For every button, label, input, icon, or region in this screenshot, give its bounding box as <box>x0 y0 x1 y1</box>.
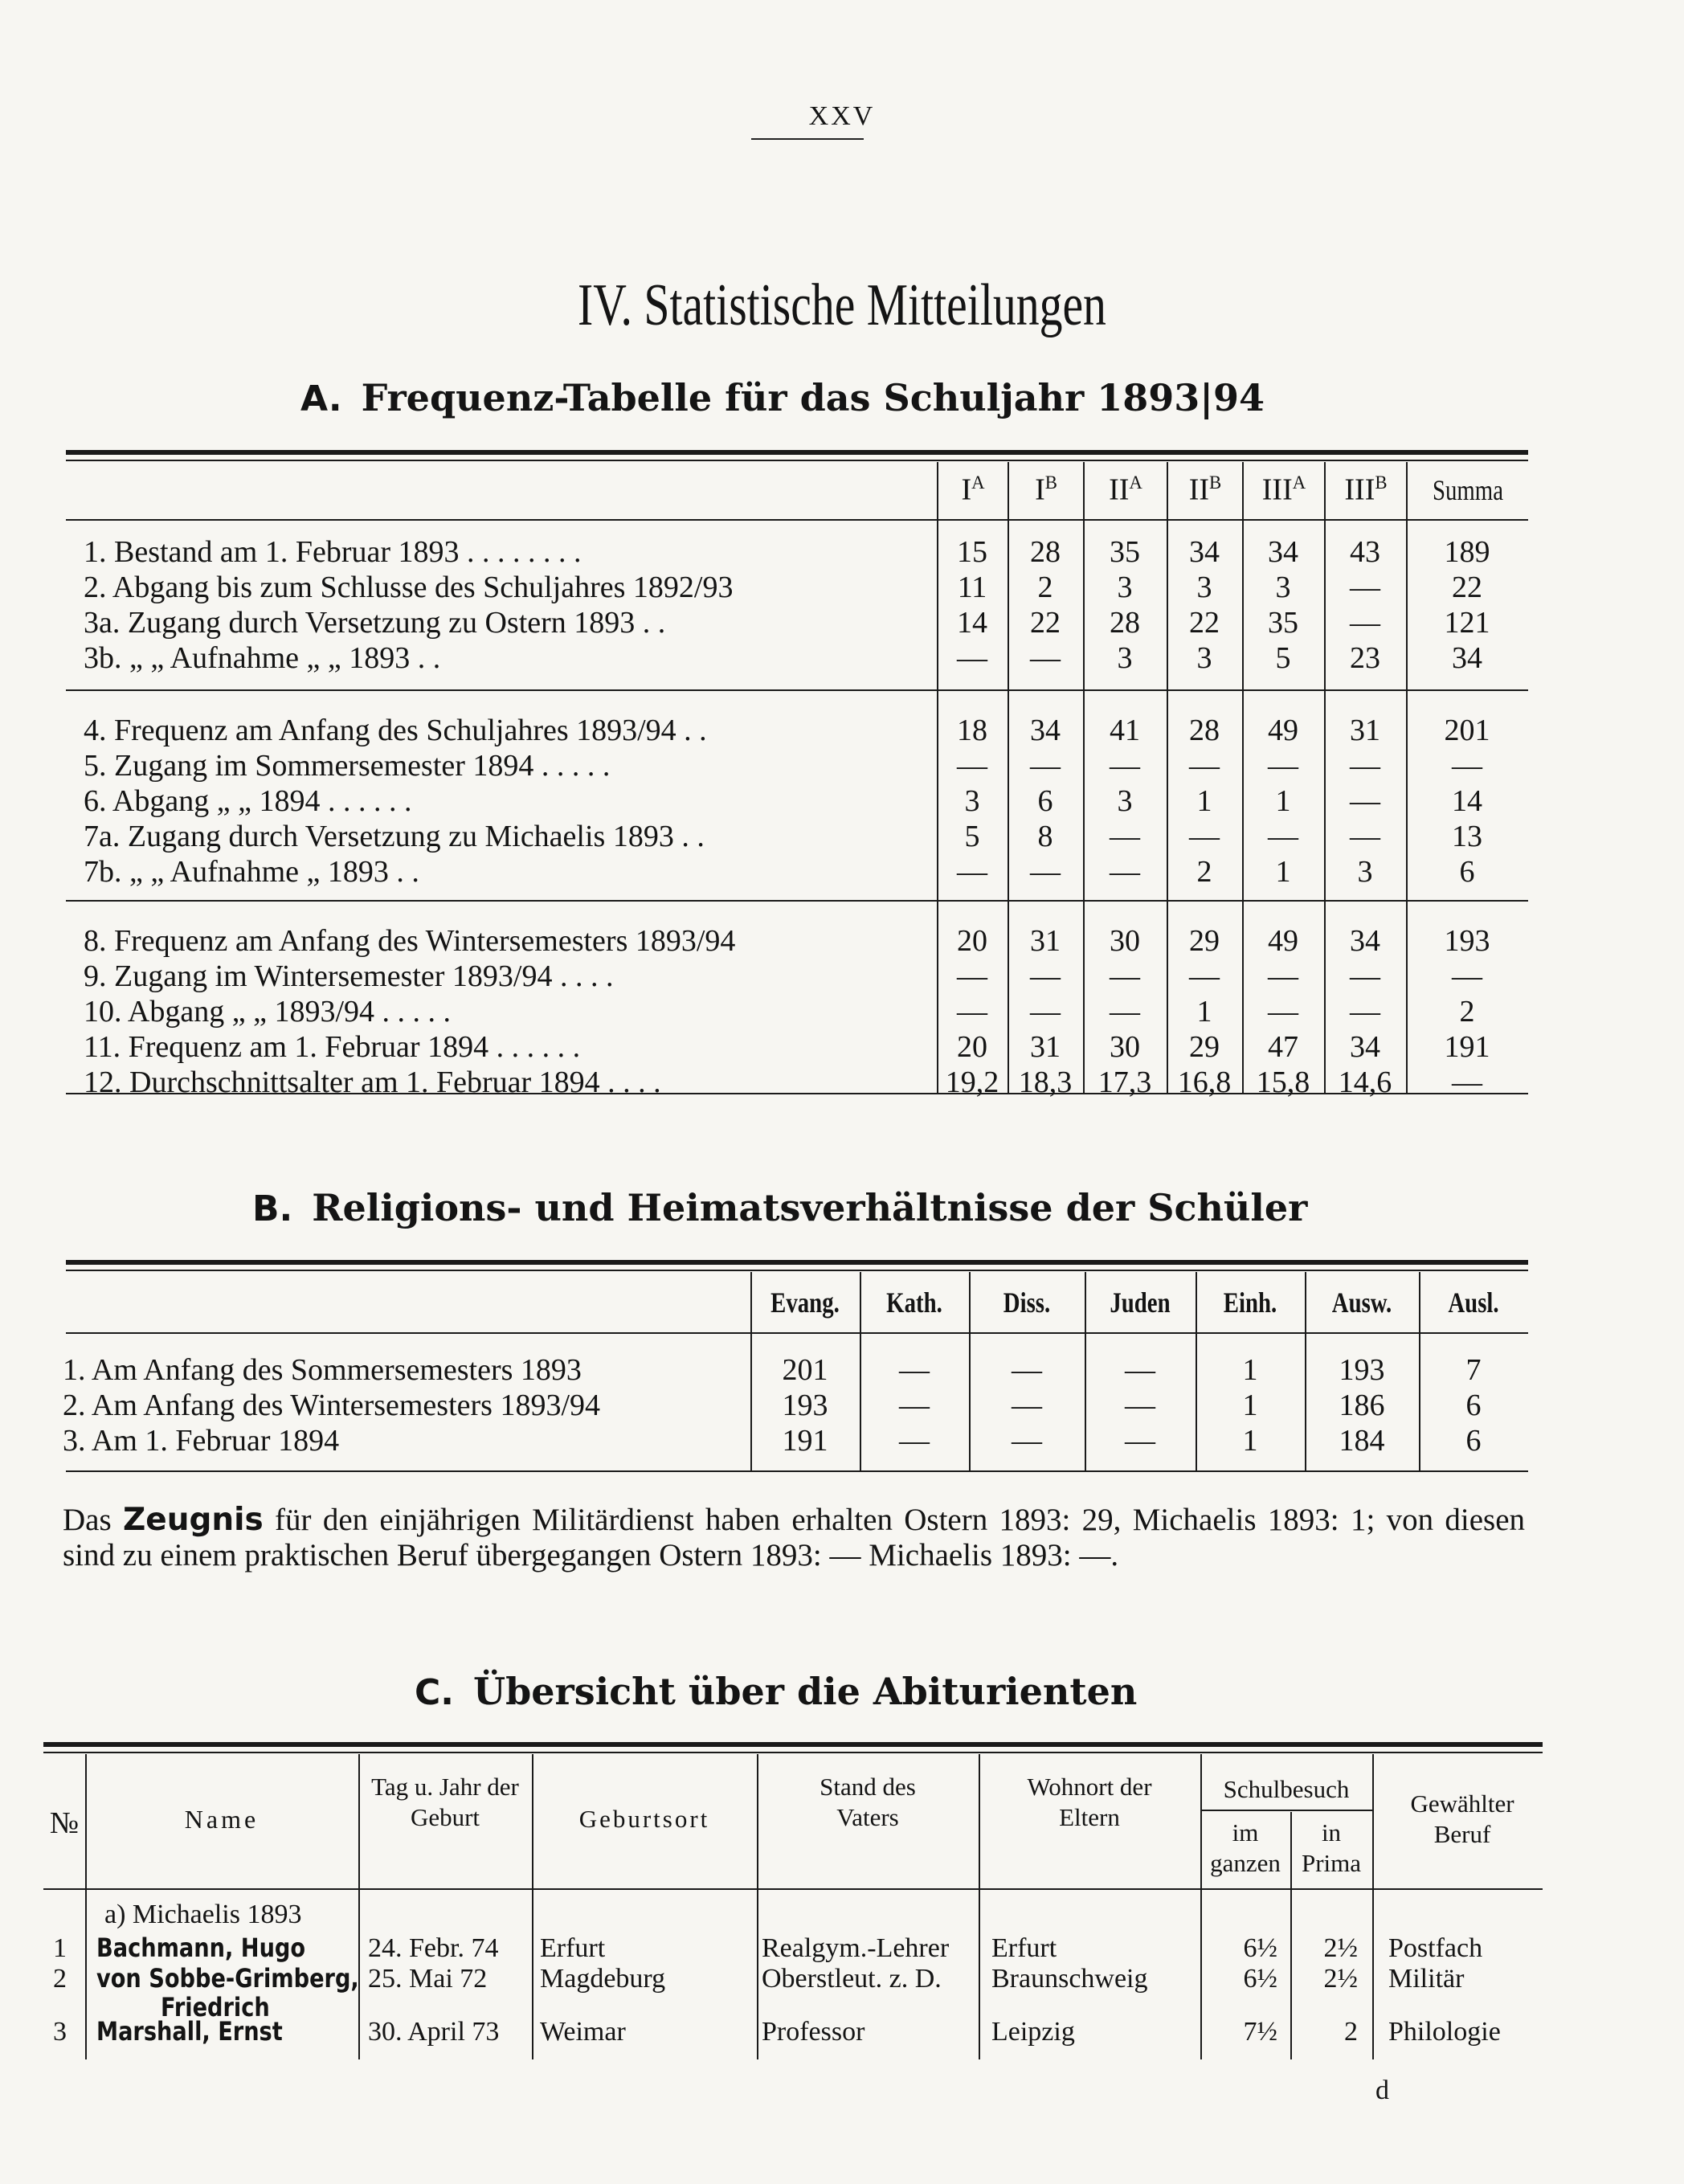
table-a-cell: 14 <box>957 606 987 640</box>
table-a-row-label: 3a. Zugang durch Versetzung zu Ostern 1893 . . <box>84 606 666 640</box>
table-a-cell: 189 <box>1444 535 1490 569</box>
table-a-cell: 13 <box>1452 820 1482 853</box>
table-b-cell: — <box>1125 1389 1155 1422</box>
table-a-cell: 1 <box>1275 855 1291 889</box>
table-a-cell: — <box>957 749 987 783</box>
table-a-cell: 34 <box>1030 714 1061 747</box>
table-a-group-rule <box>66 689 1528 691</box>
table-a-cell: 191 <box>1444 1030 1490 1064</box>
table-c-father: Realgym.-Lehrer <box>762 1933 950 1963</box>
table-c-career: Postfach <box>1388 1933 1483 1963</box>
table-a-cell: — <box>1268 995 1298 1029</box>
table-c-letter: C. <box>415 1672 455 1713</box>
table-a-cell: — <box>1110 855 1140 889</box>
table-a-cell: — <box>1110 995 1140 1029</box>
table-a-cell: — <box>957 959 987 993</box>
table-c-heading <box>415 1670 1137 1713</box>
table-a-cell: — <box>1350 749 1380 783</box>
table-a-cell: 28 <box>1189 714 1220 747</box>
table-c-header-name: Name <box>184 1805 260 1834</box>
table-a-group-rule <box>66 900 1528 902</box>
table-a-top-rule <box>66 450 1528 455</box>
table-c-school-subrule <box>1200 1810 1372 1811</box>
table-a-row-label: 4. Frequenz am Anfang des Schuljahres 1893/94 . . <box>84 714 707 747</box>
table-a-row-label: 9. Zugang im Wintersemester 1893/94 . . . . <box>84 959 614 993</box>
table-a-cell: 18 <box>957 714 987 747</box>
table-c-total: 7½ <box>1243 2017 1277 2047</box>
table-a-col-header: $III^A$ <box>1261 472 1306 507</box>
table-c-father: Professor <box>762 2017 865 2047</box>
table-a-cell: 23 <box>1350 641 1380 675</box>
table-b-row-label: 1. Am Anfang des Sommersemesters 1893 <box>63 1353 582 1387</box>
table-b-vline <box>1305 1272 1306 1470</box>
table-b-row-label: 2. Am Anfang des Wintersemesters 1893/94 <box>63 1389 601 1422</box>
table-a-row-label: 1. Bestand am 1. Februar 1893 . . . . . . . . <box>84 535 582 569</box>
table-c-birthplace: Magdeburg <box>540 1964 666 1994</box>
table-a-col-header: $I^B$ <box>1035 472 1057 507</box>
table-c-header-rule <box>43 1888 1543 1890</box>
table-c-header-school: Schulbesuch <box>1223 1775 1350 1803</box>
table-a-cell: — <box>957 641 987 675</box>
table-c-group: a) Michaelis 1893 <box>104 1900 302 1929</box>
table-a-cell: 49 <box>1268 714 1298 747</box>
table-b-cell: — <box>1012 1389 1042 1422</box>
table-a-cell: 3 <box>1357 855 1373 889</box>
table-a-cell: 2 <box>1196 855 1212 889</box>
table-a-cell: 30 <box>1110 1030 1140 1064</box>
table-b-vline <box>750 1272 752 1470</box>
table-b-vline <box>1419 1272 1420 1470</box>
table-b-cell: 184 <box>1339 1424 1385 1458</box>
table-c-header-father: Stand des Vaters <box>820 1773 916 1831</box>
table-c-birthdate: 25. Mai 72 <box>368 1964 488 1994</box>
table-c-career: Militär <box>1388 1964 1465 1994</box>
table-a-cell: 34 <box>1268 535 1298 569</box>
table-a-cell: 49 <box>1268 924 1298 958</box>
table-b-cell: 201 <box>782 1353 828 1387</box>
table-a-cell: 41 <box>1110 714 1140 747</box>
table-c-header-career: Gewählter Beruf <box>1410 1789 1514 1848</box>
table-b-row-label: 3. Am 1. Februar 1894 <box>63 1424 340 1458</box>
table-b-col-header: Diss. <box>1003 1286 1051 1319</box>
table-a-cell: 1 <box>1196 995 1212 1029</box>
table-a-row-label: 2. Abgang bis zum Schlusse des Schuljahres 1892/93 <box>84 571 734 604</box>
table-a-cell: 6 <box>1459 855 1475 889</box>
page-number-rule <box>751 138 864 140</box>
table-c-top-rule <box>43 1742 1543 1747</box>
table-a-row-label: 3b. „ „ Aufnahme „ „ 1893 . . <box>84 641 441 675</box>
table-a-cell: — <box>1452 1065 1482 1099</box>
table-c-vline <box>979 1754 980 2059</box>
table-a-cell: 22 <box>1452 571 1482 604</box>
table-a-cell: 34 <box>1452 641 1482 675</box>
table-a-cell: — <box>1189 959 1220 993</box>
table-a-cell: — <box>1452 959 1482 993</box>
table-c-vline <box>532 1754 533 2059</box>
table-b-cell: — <box>899 1389 930 1422</box>
table-b-cell: — <box>899 1424 930 1458</box>
table-a-cell: — <box>1350 995 1380 1029</box>
table-a-cell: 16,8 <box>1177 1065 1232 1099</box>
table-a-cell: 2 <box>1037 571 1053 604</box>
table-b-vline <box>969 1272 971 1470</box>
table-c-title: Übersicht über die Abiturienten <box>473 1670 1138 1713</box>
table-a-cell: 20 <box>957 1030 987 1064</box>
table-c-prima: 2½ <box>1323 1933 1358 1963</box>
table-a-top-rule-2 <box>66 460 1528 461</box>
table-a-col-header: $II^A$ <box>1109 472 1142 507</box>
table-a-cell: — <box>1350 571 1380 604</box>
table-a-cell: — <box>1189 749 1220 783</box>
table-a-cell: 1 <box>1196 784 1212 818</box>
section-title: IV. Statistische Mitteilungen <box>578 272 1106 338</box>
table-b-header-rule <box>66 1332 1528 1334</box>
table-a-cell: 5 <box>1275 641 1291 675</box>
table-c-header-nr: № <box>49 1806 80 1840</box>
table-a-cell: — <box>1110 749 1140 783</box>
table-c-name: Bachmann, Hugo <box>96 1932 306 1963</box>
table-b-col-header: Ausw. <box>1331 1286 1392 1319</box>
table-c-residence: Leipzig <box>991 2017 1075 2047</box>
table-b-cell: — <box>1012 1353 1042 1387</box>
table-c-top-rule-2 <box>43 1752 1543 1753</box>
paragraph-bold-word: Zeugnis <box>122 1502 264 1538</box>
table-a-vline <box>1242 462 1244 1093</box>
table-a-cell: — <box>957 855 987 889</box>
table-a-cell: 201 <box>1444 714 1490 747</box>
table-c-header-residence: Wohnort der Eltern <box>1027 1773 1152 1831</box>
table-b-title: Religions- und Heimatsverhältnisse der Schüler <box>312 1186 1308 1229</box>
table-a-col-header: $II^B$ <box>1188 472 1222 507</box>
table-c-nr: 1 <box>53 1933 67 1963</box>
table-a-cell: 3 <box>1117 571 1133 604</box>
table-c-header-school-total: im ganzen <box>1210 1818 1281 1877</box>
table-c-prima: 2 <box>1344 2017 1358 2047</box>
page-number: XXV <box>808 101 876 131</box>
table-c-total: 6½ <box>1243 1933 1277 1963</box>
table-a-cell: 29 <box>1189 1030 1220 1064</box>
table-c-name: von Sobbe-Grimberg, <box>96 1963 359 1994</box>
table-a-cell: 34 <box>1350 924 1380 958</box>
table-c-birthdate: 30. April 73 <box>368 2017 500 2047</box>
table-a-cell: 8 <box>1037 820 1053 853</box>
table-a-title: Frequenz-Tabelle für das Schuljahr 1893|94 <box>361 376 1265 419</box>
table-a-cell: 19,2 <box>945 1065 999 1099</box>
table-a-cell: — <box>1268 749 1298 783</box>
table-b-vline <box>1196 1272 1197 1470</box>
certificate-paragraph: Das Zeugnis für den einjährigen Militärdienst haben erhalten Ostern 1893: 29, Michaelis 1893: 1; von diesen sind zu einem praktischen Beruf übergegangen Ostern 1893: — Michaelis 1893: —. <box>63 1502 1526 1573</box>
table-b-cell: 1 <box>1242 1389 1258 1422</box>
table-a-row-label: 7b. „ „ Aufnahme „ 1893 . . <box>84 855 419 889</box>
table-b-cell: 7 <box>1465 1353 1482 1387</box>
table-a-cell: — <box>1268 820 1298 853</box>
table-c-header-birthdate: Tag u. Jahr der Geburt <box>371 1773 519 1831</box>
table-a-cell: 28 <box>1030 535 1061 569</box>
table-a-cell: 11 <box>957 571 987 604</box>
table-b-cell: — <box>1012 1424 1042 1458</box>
table-c-nr: 2 <box>53 1964 67 1994</box>
table-c-birthplace: Weimar <box>540 2017 626 2047</box>
table-a-cell: 3 <box>964 784 980 818</box>
table-b-cell: 193 <box>1339 1353 1385 1387</box>
table-b-top-rule-2 <box>66 1270 1528 1271</box>
table-b-cell: — <box>1125 1353 1155 1387</box>
table-b-col-header: Evang. <box>770 1286 840 1319</box>
table-a-cell: 2 <box>1459 995 1475 1029</box>
table-a-cell: 22 <box>1189 606 1220 640</box>
table-a-cell: 35 <box>1110 535 1140 569</box>
table-a-cell: — <box>1350 606 1380 640</box>
table-b-top-rule <box>66 1260 1528 1265</box>
table-c-birthdate: 24. Febr. 74 <box>368 1933 499 1963</box>
table-c-header-school-prima: in Prima <box>1301 1818 1362 1877</box>
table-a-row-label: 5. Zugang im Sommersemester 1894 . . . . . <box>84 749 611 783</box>
table-a-row-label: 7a. Zugang durch Versetzung zu Michaelis 1893 . . <box>84 820 705 853</box>
table-a-col-header: $III^B$ <box>1344 472 1388 507</box>
table-b-cell: 6 <box>1465 1389 1482 1422</box>
table-a-cell: 3 <box>1196 571 1212 604</box>
table-a-vline <box>1324 462 1326 1093</box>
table-b-cell: — <box>899 1353 930 1387</box>
table-a-cell: 3 <box>1275 571 1291 604</box>
table-c-name: Marshall, Ernst <box>96 2016 283 2047</box>
table-c-vline <box>757 1754 758 2059</box>
table-a-cell: 20 <box>957 924 987 958</box>
table-c-total: 6½ <box>1243 1964 1277 1994</box>
table-b-vline <box>1085 1272 1086 1470</box>
table-c-father: Oberstleut. z. D. <box>762 1964 942 1994</box>
table-a-cell: — <box>1030 855 1061 889</box>
table-a-cell: 193 <box>1444 924 1490 958</box>
table-b-cell: 1 <box>1242 1353 1258 1387</box>
table-a-cell: 14 <box>1452 784 1482 818</box>
table-a-cell: 1 <box>1275 784 1291 818</box>
table-a-cell: 3 <box>1117 641 1133 675</box>
table-a-row-label: 11. Frequenz am 1. Februar 1894 . . . . . . <box>84 1030 581 1064</box>
table-b-cell: 6 <box>1465 1424 1482 1458</box>
table-a-header-rule <box>66 519 1528 521</box>
table-a-cell: — <box>1350 959 1380 993</box>
table-a-cell: — <box>1030 641 1061 675</box>
table-c-residence: Braunschweig <box>991 1964 1148 1994</box>
table-a-row-label: 6. Abgang „ „ 1894 . . . . . . <box>84 784 412 818</box>
table-a-letter: A. <box>300 378 342 419</box>
table-a-vline <box>1406 462 1408 1093</box>
table-c-birthplace: Erfurt <box>540 1933 606 1963</box>
table-b-col-header: Kath. <box>886 1286 942 1319</box>
table-a-cell: 5 <box>964 820 980 853</box>
table-a-cell: 35 <box>1268 606 1298 640</box>
table-c-prima: 2½ <box>1323 1964 1358 1994</box>
table-a-cell: — <box>1110 959 1140 993</box>
table-a-cell: 31 <box>1030 1030 1061 1064</box>
table-a-cell: — <box>1350 784 1380 818</box>
table-a-cell: — <box>1030 959 1061 993</box>
table-a-cell: — <box>1452 749 1482 783</box>
table-b-col-header: Ausl. <box>1448 1286 1499 1319</box>
table-a-cell: 15 <box>957 535 987 569</box>
table-a-cell: 34 <box>1189 535 1220 569</box>
table-a-cell: 6 <box>1037 784 1053 818</box>
table-b-cell: 1 <box>1242 1424 1258 1458</box>
signature-mark: d <box>1375 2076 1389 2105</box>
table-a-cell: — <box>1030 749 1061 783</box>
table-a-vline <box>1083 462 1085 1093</box>
table-a-cell: 28 <box>1110 606 1140 640</box>
table-b-heading <box>252 1186 1307 1229</box>
table-c-header-birthplace: Geburtsort <box>578 1805 710 1833</box>
table-a-row-label: 8. Frequenz am Anfang des Wintersemesters 1893/94 <box>84 924 736 958</box>
table-a-cell: 31 <box>1350 714 1380 747</box>
table-c-career: Philologie <box>1388 2017 1501 2047</box>
table-b-col-header: Einh. <box>1223 1286 1277 1319</box>
table-a-col-header: Summa <box>1432 474 1503 506</box>
table-a-row-label: 10. Abgang „ „ 1893/94 . . . . . <box>84 995 452 1029</box>
table-b-col-header: Juden <box>1110 1286 1171 1319</box>
table-b-cell: 186 <box>1339 1389 1385 1422</box>
table-a-cell: — <box>1110 820 1140 853</box>
table-c-name-cont: Friedrich <box>161 1992 270 2022</box>
table-a-cell: 43 <box>1350 535 1380 569</box>
table-a-cell: 15,8 <box>1256 1065 1310 1099</box>
table-a-cell: 3 <box>1117 784 1133 818</box>
table-a-cell: 3 <box>1196 641 1212 675</box>
table-c-residence: Erfurt <box>991 1933 1057 1963</box>
table-b-cell: 193 <box>782 1389 828 1422</box>
table-a-cell: 34 <box>1350 1030 1380 1064</box>
table-a-cell: — <box>1268 959 1298 993</box>
table-a-cell: 47 <box>1268 1030 1298 1064</box>
table-a-cell: — <box>957 995 987 1029</box>
table-b-letter: B. <box>252 1188 293 1229</box>
table-b-vline <box>860 1272 861 1470</box>
table-a-cell: 17,3 <box>1097 1065 1152 1099</box>
table-a-cell: 31 <box>1030 924 1061 958</box>
table-a-cell: 29 <box>1189 924 1220 958</box>
table-a-cell: — <box>1030 995 1061 1029</box>
table-c-vline <box>85 1754 87 2059</box>
table-a-row-label: 12. Durchschnittsalter am 1. Februar 1894 . . . . <box>84 1065 661 1099</box>
table-a-cell: — <box>1189 820 1220 853</box>
table-a-col-header: $I^A$ <box>961 472 985 507</box>
table-a-cell: 14,6 <box>1338 1065 1392 1099</box>
table-a-cell: 121 <box>1444 606 1490 640</box>
table-a-cell: 18,3 <box>1018 1065 1073 1099</box>
table-b-bottom-rule <box>66 1470 1528 1472</box>
table-a-cell: 30 <box>1110 924 1140 958</box>
table-c-nr: 3 <box>53 2017 67 2047</box>
table-b-cell: 191 <box>782 1424 828 1458</box>
table-b-cell: — <box>1125 1424 1155 1458</box>
table-a-heading <box>300 376 1265 419</box>
table-a-cell: — <box>1350 820 1380 853</box>
table-a-cell: 22 <box>1030 606 1061 640</box>
table-c-vline <box>1372 1754 1374 2059</box>
